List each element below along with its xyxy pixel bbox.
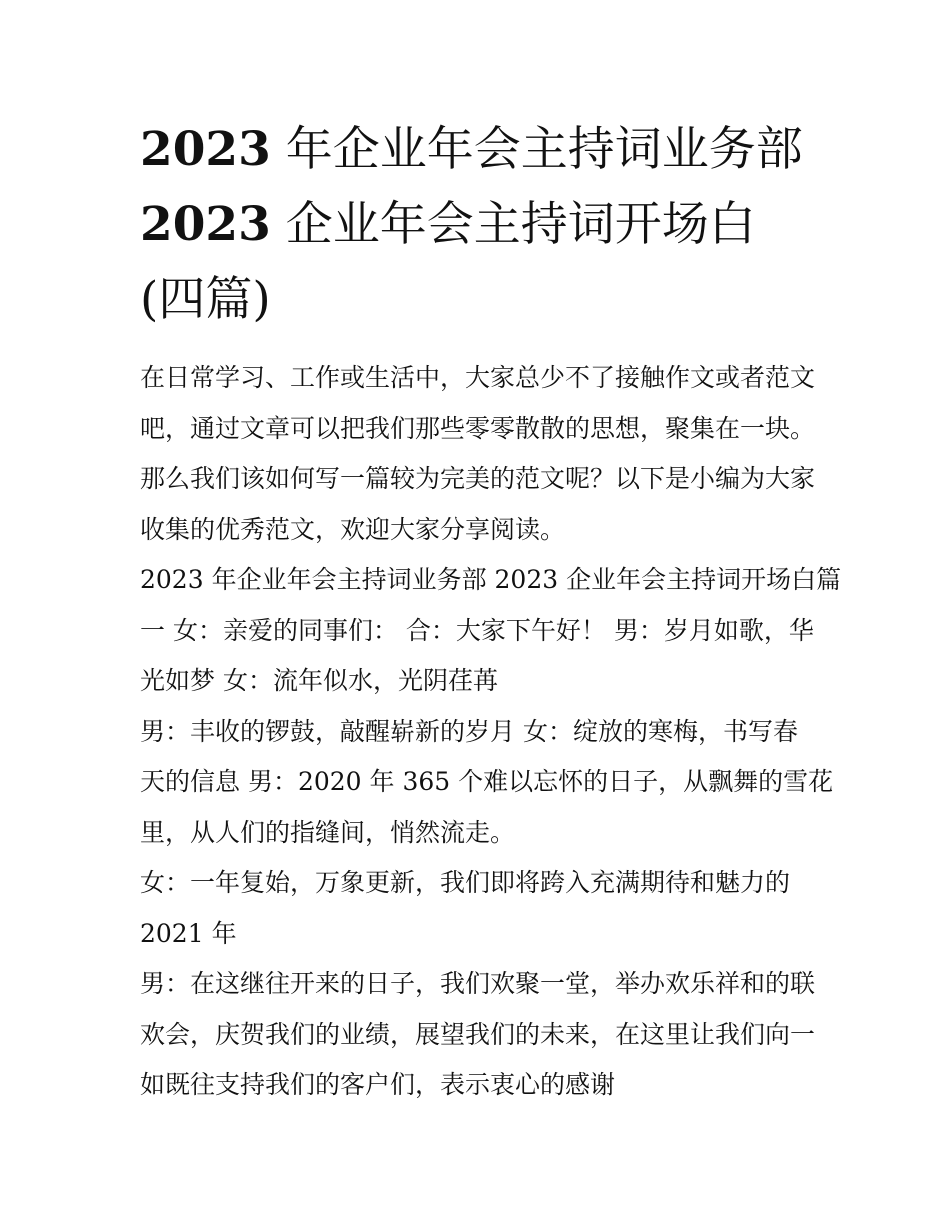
body-line: 欢会，庆贺我们的业绩，展望我们的未来，在这里让我们向一: [140, 1019, 816, 1049]
body-line: 那么我们该如何写一篇较为完美的范文呢？以下是小编为大家: [140, 464, 816, 493]
body-line: 天的信息 男：2020 年 365 个难以忘怀的日子，从飘舞的雪花: [140, 767, 834, 796]
title-line-3: (四篇): [140, 272, 271, 327]
body-line: 在日常学习、工作或生活中，大家总少不了接触作文或者范文: [140, 363, 816, 392]
document-title: [140, 112, 830, 337]
body-line: 收集的优秀范文，欢迎大家分享阅读。: [140, 514, 566, 544]
body-line: 里，从人们的指缝间，悄然流走。: [140, 817, 516, 847]
body-line: 女：一年复始，万象更新，我们即将跨入充满期待和魅力的: [140, 868, 791, 897]
body-line: 男：丰收的锣鼓，敲醒崭新的岁月 女：绽放的寒梅，书写春: [140, 716, 798, 746]
title-year: 2023: [140, 197, 271, 252]
body-line: 吧，通过文章可以把我们那些零零散散的思想，聚集在一块。: [140, 413, 816, 443]
title-line-1: [140, 112, 830, 187]
body-line: 光如梦 女：流年似水，光阴荏苒: [140, 666, 498, 695]
body-line: 2021 年: [140, 918, 237, 948]
body-line: 如既往支持我们的客户们，表示衷心的感谢: [140, 1070, 616, 1099]
title-year: 2023: [140, 122, 271, 177]
body-line: 一 女：亲爱的同事们： 合：大家下午好！ 男：岁月如歌，华: [140, 615, 814, 645]
title-text: 企业年会主持词开场白: [270, 197, 756, 252]
title-line-2: [140, 187, 830, 262]
title-text: 年企业年会主持词业务部: [270, 122, 803, 177]
body-line: 男：在这继往开来的日子，我们欢聚一堂，举办欢乐祥和的联: [140, 969, 816, 998]
document-body: [140, 353, 842, 1111]
body-line: 2023 年企业年会主持词业务部 2023 企业年会主持词开场白篇: [140, 565, 842, 594]
